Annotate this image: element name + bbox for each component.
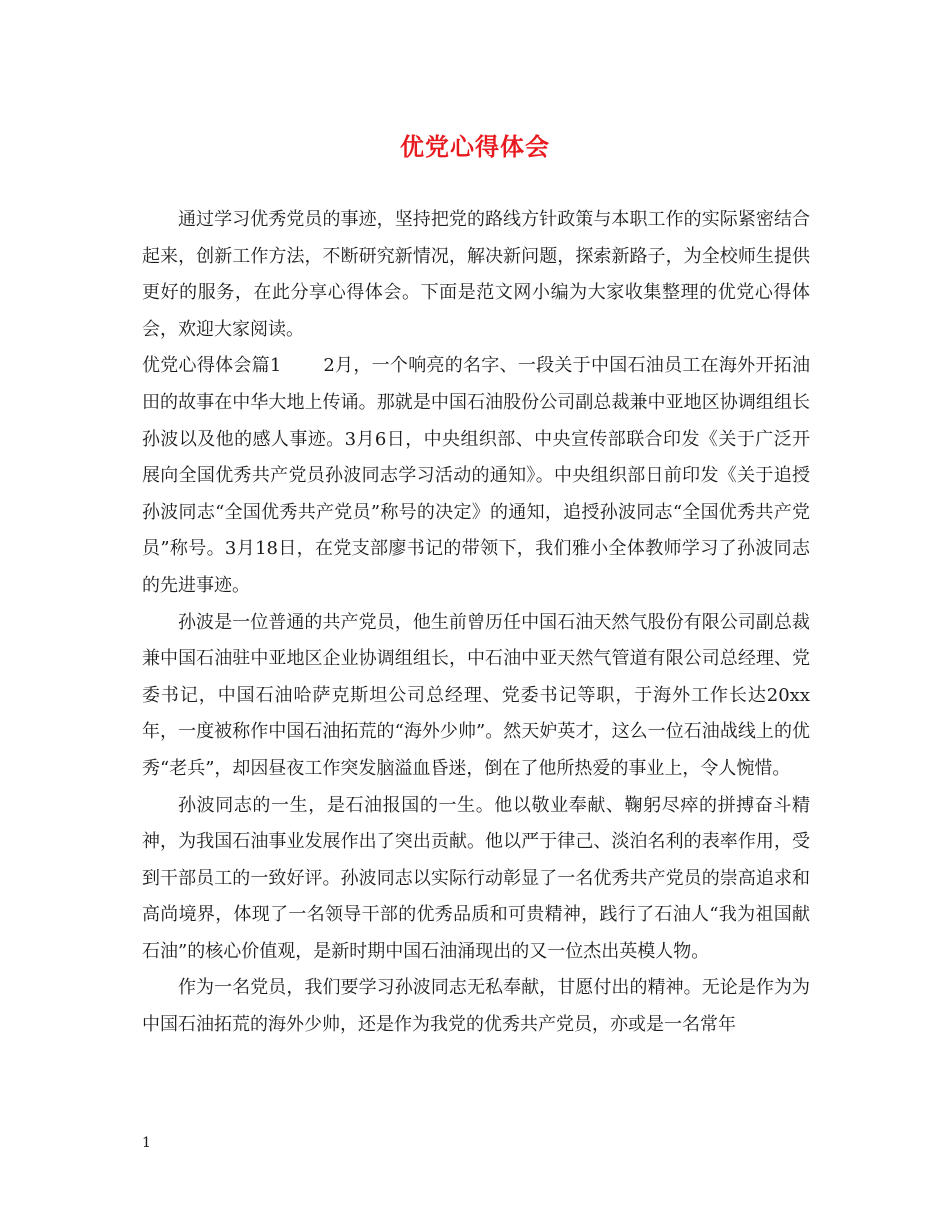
body-paragraph-2: 孙波是一位普通的共产党员，他生前曾历任中国石油天然气股份有限公司副总裁兼中国石油驻中亚地区企业协调组组长，中石油中亚天然气管道有限公司总经理、党委书记，中国石油哈萨克斯坦公司总经理、党委书记等职，于海外工作长达20xx年，一度被称作中国石油拓荒的“海外少帅”。然天妒英才，这么一位石油战线上的优秀“老兵”，却因昼夜工作突发脑溢血昏迷，倒在了他所热爱的事业上，令人惋惜。 (142, 611, 810, 779)
document-title: 优党心得体会 (400, 132, 550, 161)
body-paragraph-3: 孙波同志的一生，是石油报国的一生。他以敬业奉献、鞠躬尽瘁的拼搏奋斗精神，为我国石油事业发展作出了突出贡献。他以严于律己、淡泊名利的表率作用，受到干部员工的一致好评。孙波同志以实际行动彰显了一名优秀共产党员的崇高追求和高尚境界，体现了一名领导干部的优秀品质和可贵精神，践行了石油人“我为祖国献石油”的核心价值观，是新时期中国石油涌现出的又一位杰出英模人物。 (142, 794, 810, 962)
intro-paragraph: 通过学习优秀党员的事迹，坚持把党的路线方针政策与本职工作的实际紧密结合起来，创新工作方法，不断研究新情况，解决新问题，探索新路子，为全校师生提供更好的服务，在此分享心得体会。下面是范文网小编为大家收集整理的优党心得体会，欢迎大家阅读。 (142, 209, 810, 340)
page-number: 1 (142, 1135, 151, 1151)
section-gap (281, 355, 323, 376)
section-paragraph-text: 2月，一个响亮的名字、一段关于中国石油员工在海外开拓油田的故事在中华大地上传诵。那就是中国石油股份公司副总裁兼中亚地区协调组组长孙波以及他的感人事迹。3月6日，中央组织部、中央宣传部联合印发《关于广泛开展向全国优秀共产党员孙波同志学习活动的通知》。中央组织部日前印发《关于追授孙波同志“全国优秀共产党员”称号的决定》的通知，追授孙波同志“全国优秀共产党员”称号。3月18日，在党支部廖书记的带领下，我们雅小全体教师学习了孙波同志的先进事迹。 (142, 355, 810, 596)
body-paragraph-4: 作为一名党员，我们要学习孙波同志无私奉献，甘愿付出的精神。无论是作为为中国石油拓荒的海外少帅，还是作为我党的优秀共产党员，亦或是一名常年 (142, 977, 810, 1036)
section-label: 优党心得体会篇1 (142, 355, 282, 377)
section-paragraph-1 (142, 348, 810, 604)
document-body (142, 202, 810, 1044)
